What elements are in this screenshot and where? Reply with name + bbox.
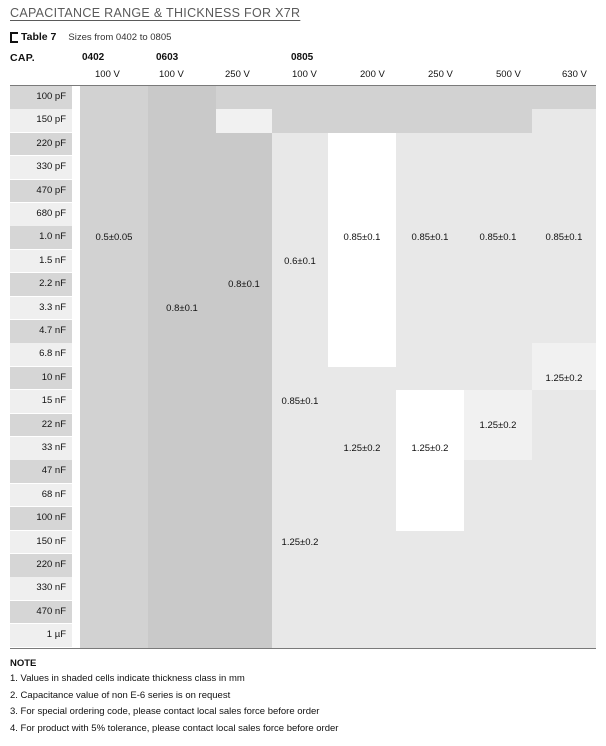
thickness-cell — [216, 133, 272, 648]
thickness-value: 1.25±0.2 — [479, 419, 517, 431]
thickness-value: 0.6±0.1 — [284, 255, 316, 267]
thickness-cell — [80, 86, 148, 648]
note-item: 4. For product with 5% tolerance, please contact local sales force before order — [10, 722, 339, 734]
row-label: 47 nF — [41, 465, 66, 477]
thickness-value: 1.25±0.2 — [281, 536, 319, 548]
column-voltage-0: 100 V — [95, 69, 120, 80]
thickness-value: 0.85±0.1 — [343, 232, 381, 244]
thickness-cell — [272, 133, 328, 648]
column-voltage-4: 200 V — [360, 69, 385, 80]
thickness-cell — [328, 133, 396, 367]
column-voltage-5: 250 V — [428, 69, 453, 80]
row-label: 68 nF — [41, 488, 66, 500]
bracket-icon — [10, 32, 18, 43]
row-label: 1.0 nF — [39, 231, 66, 243]
row-label: 2.2 nF — [39, 278, 66, 290]
column-group-0603: 0603 — [156, 52, 179, 63]
thickness-cell — [148, 109, 216, 647]
thickness-cell — [328, 367, 396, 648]
thickness-value: 0.5±0.05 — [95, 232, 133, 244]
thickness-cell — [328, 86, 396, 133]
row-label: 22 nF — [41, 418, 66, 430]
table-bottom-rule — [10, 648, 596, 649]
thickness-cell — [216, 109, 272, 132]
row-label: 470 pF — [36, 184, 66, 196]
table-number: Table 7 — [21, 31, 57, 43]
column-voltage-2: 250 V — [225, 69, 250, 80]
thickness-value: 0.85±0.1 — [411, 232, 449, 244]
column-voltage-3: 100 V — [292, 69, 317, 80]
thickness-cell — [396, 86, 464, 133]
column-voltage-6: 500 V — [496, 69, 521, 80]
column-voltage-1: 100 V — [159, 69, 184, 80]
thickness-cell — [272, 86, 328, 133]
table-caption — [10, 30, 171, 44]
row-label: 1 µF — [46, 629, 66, 641]
row-label: 10 nF — [41, 371, 66, 383]
row-label: 100 nF — [36, 512, 66, 524]
thickness-value: 0.8±0.1 — [228, 279, 260, 291]
row-label: 220 nF — [36, 559, 66, 570]
column-group-0805: 0805 — [291, 52, 314, 63]
thickness-value: 1.25±0.2 — [545, 372, 583, 384]
row-label: 150 nF — [36, 535, 66, 547]
note-item: 1. Values in shaded cells indicate thickness class in mm — [10, 673, 245, 684]
thickness-value: 1.25±0.2 — [411, 443, 449, 454]
thickness-cell — [532, 109, 596, 343]
capacitance-thickness-table — [10, 86, 596, 648]
row-label: 330 pF — [36, 161, 66, 173]
thickness-value: 0.85±0.1 — [479, 232, 517, 244]
notes-block — [10, 658, 596, 739]
note-item: 3. For special ordering code, please contact local sales force before order — [10, 706, 320, 717]
thickness-cell — [532, 86, 596, 109]
thickness-value: 0.8±0.1 — [166, 302, 198, 314]
thickness-cell — [396, 390, 464, 530]
thickness-cell — [148, 86, 216, 109]
thickness-cell — [396, 531, 464, 648]
thickness-cell — [216, 86, 272, 109]
page-title: CAPACITANCE RANGE & THICKNESS FOR X7R — [10, 6, 301, 20]
column-header-cap: CAP. — [10, 52, 35, 64]
note-item: 2. Capacitance value of non E-6 series is on request — [10, 689, 231, 701]
row-label: 470 nF — [36, 605, 66, 617]
row-label: 150 pF — [36, 114, 66, 126]
row-label: 100 pF — [36, 91, 66, 102]
row-label: 4.7 nF — [39, 325, 66, 336]
row-label: 330 nF — [36, 582, 66, 594]
notes-title: NOTE — [10, 658, 37, 669]
row-label: 33 nF — [41, 442, 66, 453]
table-description: Sizes from 0402 to 0805 — [68, 31, 172, 43]
thickness-value: 0.85±0.1 — [545, 232, 583, 244]
thickness-cell — [464, 460, 532, 647]
row-label: 3.3 nF — [39, 301, 66, 313]
thickness-cell — [396, 133, 464, 390]
row-label: 1.5 nF — [39, 254, 66, 266]
row-label: 6.8 nF — [39, 348, 66, 360]
thickness-cell — [464, 86, 532, 133]
thickness-cell — [532, 390, 596, 647]
column-group-0402: 0402 — [82, 52, 105, 63]
thickness-value: 1.25±0.2 — [343, 443, 381, 454]
thickness-value: 0.85±0.1 — [281, 396, 319, 408]
row-label: 220 pF — [36, 137, 66, 149]
row-label: 680 pF — [36, 208, 66, 219]
row-label: 15 nF — [41, 395, 66, 407]
thickness-cell — [464, 133, 532, 390]
column-voltage-7: 630 V — [562, 69, 587, 80]
